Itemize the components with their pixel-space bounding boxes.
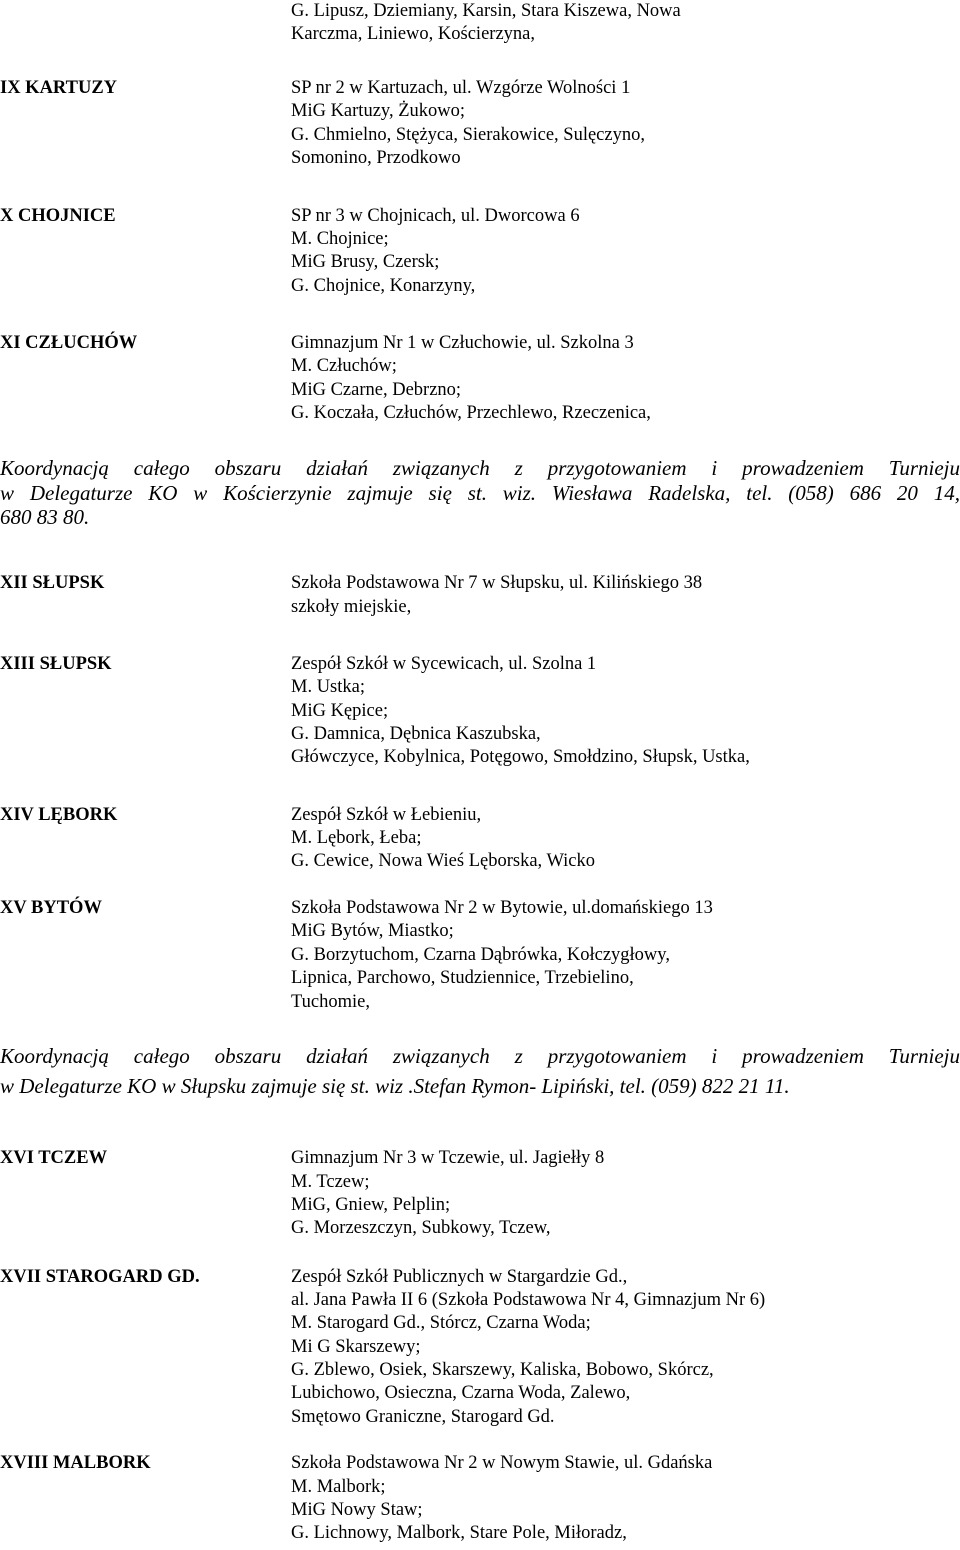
section-line: MiG Kartuzy, Żukowo;	[291, 101, 466, 121]
section-line: M. Ustka;	[291, 677, 365, 697]
section-line: Karczma, Liniewo, Kościerzyna,	[291, 24, 535, 44]
section-line: M. Lębork, Łeba;	[291, 828, 422, 848]
section-line: Smętowo Graniczne, Starogard Gd.	[291, 1407, 555, 1427]
district-label: XI CZŁUCHÓW	[0, 333, 138, 353]
section-line: M. Starogard Gd., Stórcz, Czarna Woda;	[291, 1313, 591, 1333]
section-line: Zespół Szkół w Łebieniu,	[291, 805, 482, 825]
section-line: Zespół Szkół w Sycewicach, ul. Szolna 1	[291, 654, 597, 674]
section-line: Gimnazjum Nr 3 w Tczewie, ul. Jagiełły 8	[291, 1148, 605, 1168]
section-line: MiG Czarne, Debrzno;	[291, 380, 462, 400]
section-line: MiG Nowy Staw;	[291, 1500, 423, 1520]
section-line: M. Tczew;	[291, 1172, 370, 1192]
note-line: Koordynacją całego obszaru działań związanych z przygotowaniem i prowadzeniem Turnieju	[0, 1044, 960, 1068]
section-line: G. Chmielno, Stężyca, Sierakowice, Sulęczyno,	[291, 125, 645, 145]
section-line: Lipnica, Parchowo, Studziennice, Trzebielino,	[291, 968, 634, 988]
district-label: XII SŁUPSK	[0, 573, 105, 593]
section-line: Tuchomie,	[291, 992, 370, 1012]
section-line: G. Morzeszczyn, Subkowy, Tczew,	[291, 1218, 551, 1238]
section-line: G. Lichnowy, Malbork, Stare Pole, Miłoradz,	[291, 1523, 627, 1543]
section-line: Lubichowo, Osieczna, Czarna Woda, Zalewo,	[291, 1383, 631, 1403]
section-line: G. Koczała, Człuchów, Przechlewo, Rzeczenica,	[291, 403, 651, 423]
section-line: al. Jana Pawła II 6 (Szkoła Podstawowa Nr 4, Gimnazjum Nr 6)	[291, 1290, 766, 1310]
section-line: MiG Kępice;	[291, 701, 389, 721]
note-line: Koordynacją całego obszaru działań związanych z przygotowaniem i prowadzeniem Turnieju	[0, 456, 960, 480]
section-line: G. Cewice, Nowa Wieś Lęborska, Wicko	[291, 851, 596, 871]
section-line: Szkoła Podstawowa Nr 2 w Bytowie, ul.domańskiego 13	[291, 898, 713, 918]
district-label: XVII STAROGARD GD.	[0, 1267, 200, 1287]
section-line: M. Chojnice;	[291, 229, 389, 249]
section-line: G. Borzytuchom, Czarna Dąbrówka, Kołczygłowy,	[291, 945, 670, 965]
note-line: 680 83 80.	[0, 505, 90, 529]
note-line: w Delegaturze KO w Kościerzynie zajmuje się st. wiz. Wiesława Radelska, tel. (058) 686 20 14,	[0, 481, 960, 505]
section-line: SP nr 3 w Chojnicach, ul. Dworcowa 6	[291, 206, 580, 226]
section-line: G. Damnica, Dębnica Kaszubska,	[291, 724, 541, 744]
section-line: G. Zblewo, Osiek, Skarszewy, Kaliska, Bobowo, Skórcz,	[291, 1360, 714, 1380]
section-line: Somonino, Przodkowo	[291, 148, 461, 168]
section-line: M. Człuchów;	[291, 356, 397, 376]
section-line: Główczyce, Kobylnica, Potęgowo, Smołdzino, Słupsk, Ustka,	[291, 747, 750, 767]
section-line: G. Lipusz, Dziemiany, Karsin, Stara Kiszewa, Nowa	[291, 1, 681, 21]
section-line: MiG Bytów, Miastko;	[291, 921, 454, 941]
section-line: MiG, Gniew, Pelplin;	[291, 1195, 451, 1215]
section-line: Szkoła Podstawowa Nr 7 w Słupsku, ul. Kilińskiego 38	[291, 573, 703, 593]
section-line: szkoły miejskie,	[291, 597, 412, 617]
district-label: IX KARTUZY	[0, 78, 118, 98]
district-label: XIV LĘBORK	[0, 805, 118, 825]
district-label: XVIII MALBORK	[0, 1453, 151, 1473]
section-line: SP nr 2 w Kartuzach, ul. Wzgórze Wolności 1	[291, 78, 631, 98]
district-label: XIII SŁUPSK	[0, 654, 112, 674]
district-label: XV BYTÓW	[0, 898, 102, 918]
section-line: MiG Brusy, Czersk;	[291, 252, 440, 272]
district-label: X CHOJNICE	[0, 206, 116, 226]
section-line: Gimnazjum Nr 1 w Człuchowie, ul. Szkolna 3	[291, 333, 634, 353]
section-line: M. Malbork;	[291, 1477, 386, 1497]
note-line: w Delegaturze KO w Słupsku zajmuje się st. wiz .Stefan Rymon- Lipiński, tel. (059) 822 21 11.	[0, 1074, 790, 1098]
section-line: Mi G Skarszewy;	[291, 1337, 421, 1357]
section-line: Szkoła Podstawowa Nr 2 w Nowym Stawie, ul. Gdańska	[291, 1453, 713, 1473]
district-label: XVI TCZEW	[0, 1148, 108, 1168]
section-line: Zespół Szkół Publicznych w Stargardzie Gd.,	[291, 1267, 628, 1287]
section-line: G. Chojnice, Konarzyny,	[291, 276, 476, 296]
